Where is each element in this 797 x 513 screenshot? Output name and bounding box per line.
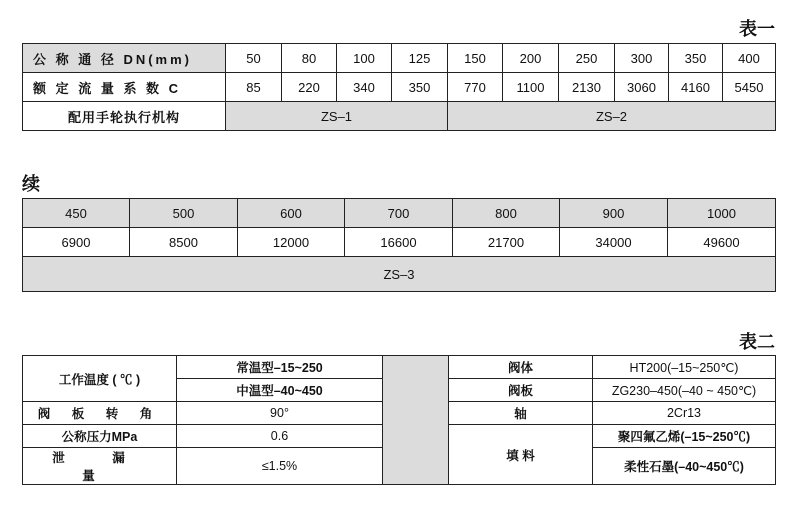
dn-cell: 250 — [559, 44, 615, 73]
c-label: 额 定 流 量 系 数 C — [23, 73, 226, 102]
cont-c-cell: 16600 — [345, 228, 453, 257]
shaft-label: 轴 — [449, 402, 593, 425]
dn-cell: 300 — [615, 44, 669, 73]
continuation-caption: 续 — [22, 174, 40, 195]
pressure-value: 0.6 — [177, 425, 383, 448]
cont-dn-cell: 700 — [345, 199, 453, 228]
flow-coefficient-table — [22, 43, 776, 131]
plate-label: 阀板 — [449, 379, 593, 402]
flow-coefficient-row — [23, 73, 776, 102]
cont-dn-cell: 450 — [23, 199, 130, 228]
cont-dn-cell: 500 — [130, 199, 238, 228]
spec-row — [23, 356, 776, 379]
cont-dn-cell: 600 — [238, 199, 345, 228]
dn-cell: 125 — [392, 44, 448, 73]
body-label: 阀体 — [449, 356, 593, 379]
cont-dn-row — [23, 199, 776, 228]
actuator-label: 配用手轮执行机构 — [23, 102, 226, 131]
cont-dn-cell: 800 — [453, 199, 560, 228]
cont-c-cell: 12000 — [238, 228, 345, 257]
dn-cell: 350 — [669, 44, 723, 73]
temp-normal-value: 常温型–15~250 — [177, 356, 383, 379]
c-cell: 770 — [448, 73, 503, 102]
actuator-row — [23, 102, 776, 131]
cont-c-cell: 49600 — [668, 228, 776, 257]
table2-caption: 表二 — [739, 332, 775, 353]
dn-cell: 400 — [723, 44, 776, 73]
cont-dn-cell: 900 — [560, 199, 668, 228]
packing-label: 填 料 — [449, 425, 593, 485]
c-cell: 5450 — [723, 73, 776, 102]
dn-label: 公 称 通 径 DN(mm) — [23, 44, 226, 73]
dn-row — [23, 44, 776, 73]
dn-cell: 150 — [448, 44, 503, 73]
cont-c-cell: 8500 — [130, 228, 238, 257]
pressure-label: 公称压力MPa — [23, 425, 177, 448]
leak-label: 泄 漏 量 — [23, 448, 177, 485]
cont-c-cell: 21700 — [453, 228, 560, 257]
cont-dn-cell: 1000 — [668, 199, 776, 228]
dn-cell: 100 — [337, 44, 392, 73]
c-cell: 3060 — [615, 73, 669, 102]
temp-label: 工作温度 ( ℃ ) — [23, 356, 177, 402]
temp-mid-value: 中温型–40~450 — [177, 379, 383, 402]
body-value: HT200(–15~250℃) — [593, 356, 776, 379]
c-cell: 1100 — [503, 73, 559, 102]
dn-cell: 80 — [282, 44, 337, 73]
cont-actuator-row — [23, 257, 776, 292]
shaft-value: 2Cr13 — [593, 402, 776, 425]
packing-value-2: 柔性石墨(–40~450℃) — [593, 448, 776, 485]
cont-c-cell: 6900 — [23, 228, 130, 257]
specification-table — [22, 355, 776, 485]
angle-value: 90° — [177, 402, 383, 425]
dn-cell: 50 — [226, 44, 282, 73]
c-cell: 4160 — [669, 73, 723, 102]
actuator-zs2: ZS–2 — [448, 102, 776, 131]
cont-actuator-zs3: ZS–3 — [23, 257, 776, 292]
c-cell: 340 — [337, 73, 392, 102]
packing-value-1: 聚四氟乙烯(–15~250℃) — [593, 425, 776, 448]
cont-c-cell: 34000 — [560, 228, 668, 257]
c-cell: 85 — [226, 73, 282, 102]
plate-value: ZG230–450(–40 ~ 450℃) — [593, 379, 776, 402]
continuation-table — [22, 198, 776, 292]
spec-divider-column — [383, 356, 449, 485]
c-cell: 220 — [282, 73, 337, 102]
c-cell: 350 — [392, 73, 448, 102]
actuator-zs1: ZS–1 — [226, 102, 448, 131]
c-cell: 2130 — [559, 73, 615, 102]
angle-label: 阀 板 转 角 — [23, 402, 177, 425]
leak-value: ≤1.5% — [177, 448, 383, 485]
cont-c-row — [23, 228, 776, 257]
table1-caption: 表一 — [739, 19, 775, 40]
dn-cell: 200 — [503, 44, 559, 73]
